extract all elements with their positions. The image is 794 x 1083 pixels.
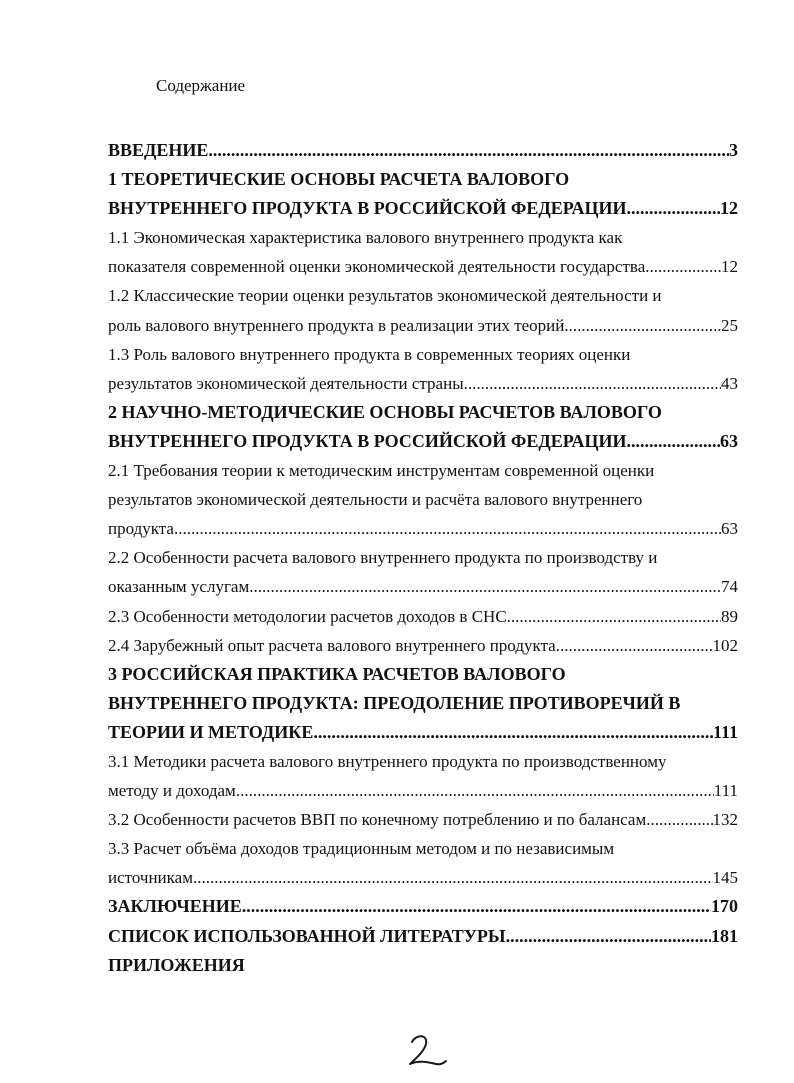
- toc-entry-label: 3.1 Методики расчета валового внутреннего продукта по производственному: [108, 751, 667, 771]
- toc-entry-introduction[interactable]: [108, 136, 738, 165]
- toc-section-3-1-cont[interactable]: [108, 776, 738, 805]
- toc-entry-label: 2.3 Особенности методологии расчетов доходов в СНС: [108, 606, 507, 626]
- toc-chapter-3[interactable]: [108, 660, 738, 689]
- toc-leader: [564, 311, 721, 340]
- toc-entry-label: результатов экономической деятельности и расчёта валового внутреннего: [108, 490, 643, 510]
- toc-entry-label: ЗАКЛЮЧЕНИЕ: [108, 896, 242, 917]
- toc-section-3-3[interactable]: [108, 834, 738, 863]
- toc-section-1-3-cont[interactable]: [108, 369, 738, 398]
- toc-entry-label: 1.2 Классические теории оценки результатов экономической деятельности и: [108, 286, 662, 306]
- toc-chapter-2[interactable]: [108, 398, 738, 427]
- toc-chapter-2-cont[interactable]: [108, 427, 738, 456]
- toc-section-1-3[interactable]: [108, 340, 738, 369]
- toc-page-number: 63: [721, 519, 738, 539]
- toc-page-number: 102: [712, 635, 738, 655]
- toc-section-2-3[interactable]: [108, 602, 738, 631]
- toc-entry-label: 2.4 Зарубежный опыт расчета валового внутреннего продукта: [108, 635, 556, 655]
- toc-leader: [249, 572, 721, 601]
- toc-entry-label: 1 ТЕОРЕТИЧЕСКИЕ ОСНОВЫ РАСЧЕТА ВАЛОВОГО: [108, 169, 570, 190]
- handwritten-page-number: [400, 1030, 450, 1070]
- toc-appendices[interactable]: [108, 951, 738, 980]
- toc-section-3-3-cont[interactable]: [108, 863, 738, 892]
- toc-leader: [313, 718, 713, 747]
- toc-entry-label: продукта: [108, 519, 174, 539]
- toc-conclusion[interactable]: [108, 892, 738, 921]
- toc-page-number: 89: [721, 606, 738, 626]
- toc-chapter-3-cont2[interactable]: [108, 718, 738, 747]
- toc-chapter-1[interactable]: [108, 165, 738, 194]
- toc-leader: [645, 252, 721, 281]
- toc-section-2-1-cont2[interactable]: [108, 514, 738, 543]
- toc-entry-label: роль валового внутреннего продукта в реализации этих теорий: [108, 315, 565, 335]
- toc-section-3-2[interactable]: [108, 805, 738, 834]
- toc-entry-label: СПИСОК ИСПОЛЬЗОВАННОЙ ЛИТЕРАТУРЫ: [108, 925, 506, 946]
- toc-entry-label: оказанным услугам: [108, 577, 250, 597]
- toc-entry-label: ВВЕДЕНИЕ: [108, 140, 209, 160]
- toc-leader: [236, 776, 714, 805]
- toc-page-number: 145: [712, 868, 738, 888]
- toc-section-2-1[interactable]: [108, 456, 738, 485]
- toc-page-number: 170: [711, 896, 738, 917]
- toc-page-number: 63: [720, 430, 738, 451]
- toc-leader: [208, 136, 729, 165]
- toc-page-number: 132: [712, 810, 738, 830]
- toc-entry-label: результатов экономической деятельности страны: [108, 373, 464, 393]
- toc-page-number: 12: [720, 198, 738, 219]
- toc-entry-label: ВНУТРЕННЕГО ПРОДУКТА: ПРЕОДОЛЕНИЕ ПРОТИВОРЕЧИЙ В: [108, 692, 681, 713]
- toc-leader: [506, 922, 711, 951]
- toc-page-number: 12: [721, 257, 738, 277]
- toc-entry-label: 3.2 Особенности расчетов ВВП по конечному потреблению и по балансам: [108, 810, 647, 830]
- toc-page-number: 43: [721, 373, 738, 393]
- toc-entry-label: 2 НАУЧНО-МЕТОДИЧЕСКИЕ ОСНОВЫ РАСЧЕТОВ ВАЛОВОГО: [108, 401, 662, 422]
- toc-entry-label: 3 РОССИЙСКАЯ ПРАКТИКА РАСЧЕТОВ ВАЛОВОГО: [108, 663, 566, 684]
- toc-entry-label: ПРИЛОЖЕНИЯ: [108, 954, 245, 975]
- toc-entry-label: ВНУТРЕННЕГО ПРОДУКТА В РОССИЙСКОЙ ФЕДЕРАЦИИ: [108, 430, 627, 451]
- toc-leader: [174, 514, 721, 543]
- toc-entry-label: методу и доходам: [108, 781, 236, 801]
- page-title: Содержание: [156, 76, 246, 95]
- toc-section-2-2-cont[interactable]: [108, 572, 738, 601]
- toc-leader: [626, 427, 720, 456]
- toc-section-1-1-cont[interactable]: [108, 252, 738, 281]
- toc-chapter-3-cont[interactable]: [108, 689, 738, 718]
- toc-entry-label: 2.1 Требования теории к методическим инструментам современной оценки: [108, 461, 655, 481]
- toc-entry-label: 3.3 Расчет объёма доходов традиционным методом и по независимым: [108, 839, 615, 859]
- toc-leader: [242, 892, 711, 921]
- toc-section-2-2[interactable]: [108, 543, 738, 572]
- toc-leader: [626, 194, 720, 223]
- toc-page-number: 3: [729, 140, 738, 160]
- toc-leader: [646, 805, 712, 834]
- toc-leader: [464, 369, 721, 398]
- toc-section-2-4[interactable]: [108, 631, 738, 660]
- table-of-contents: [108, 136, 738, 980]
- toc-entry-label: ВНУТРЕННЕГО ПРОДУКТА В РОССИЙСКОЙ ФЕДЕРАЦИИ: [108, 198, 627, 219]
- toc-page-number: 111: [713, 781, 738, 801]
- toc-page-number: 74: [721, 577, 738, 597]
- toc-entry-label: 1.3 Роль валового внутреннего продукта в современных теориях оценки: [108, 344, 631, 364]
- toc-entry-label: показателя современной оценки экономической деятельности государства: [108, 257, 646, 277]
- toc-section-1-2-cont[interactable]: [108, 311, 738, 340]
- toc-chapter-1-cont[interactable]: [108, 194, 738, 223]
- toc-references[interactable]: [108, 922, 738, 951]
- toc-section-3-1[interactable]: [108, 747, 738, 776]
- toc-leader: [193, 863, 713, 892]
- toc-section-2-1-cont[interactable]: [108, 485, 738, 514]
- toc-page-number: 25: [721, 315, 738, 335]
- toc-page-number: 181: [711, 925, 738, 946]
- toc-section-1-2[interactable]: [108, 281, 738, 310]
- toc-entry-label: источникам: [108, 868, 193, 888]
- toc-page-number: 111: [712, 721, 738, 742]
- toc-entry-label: ТЕОРИИ И МЕТОДИКЕ: [108, 721, 314, 742]
- toc-section-1-1[interactable]: [108, 223, 738, 252]
- toc-entry-label: 1.1 Экономическая характеристика валового внутреннего продукта как: [108, 228, 623, 248]
- toc-entry-label: 2.2 Особенности расчета валового внутреннего продукта по производству и: [108, 548, 658, 568]
- toc-leader: [507, 602, 721, 631]
- toc-leader: [556, 631, 713, 660]
